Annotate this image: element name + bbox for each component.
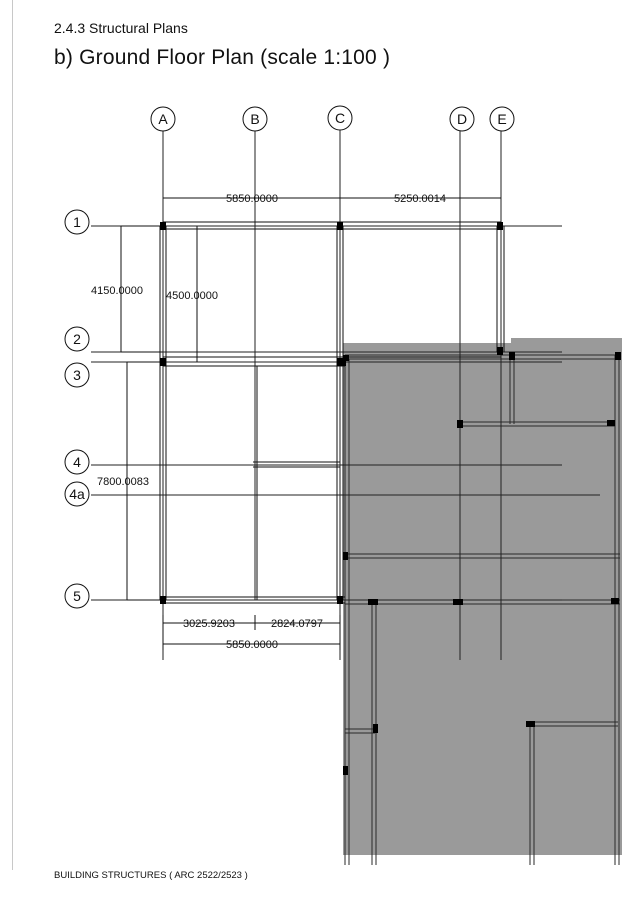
column-C3b — [343, 355, 349, 361]
column-E2 — [497, 347, 503, 355]
column-shaded-3 — [607, 420, 615, 426]
column-shaded-6 — [611, 598, 619, 604]
grid-label-D: D — [456, 111, 468, 127]
shaded-adjacent-block — [343, 338, 622, 855]
dim-inner-12: 4500.0000 — [166, 290, 218, 302]
dim-bottom-bc: 2824.0797 — [271, 618, 323, 630]
column-D4 — [457, 420, 463, 428]
column-C1 — [337, 222, 343, 230]
column-shaded-2 — [615, 352, 621, 360]
column-shaded-4 — [343, 552, 348, 560]
grid-label-A: A — [158, 111, 168, 127]
grid-label-4a: 4a — [69, 486, 85, 502]
column-shaded-8 — [526, 721, 535, 727]
column-A1 — [160, 222, 166, 230]
column-shaded-5 — [368, 599, 378, 605]
column-D5 — [453, 599, 463, 605]
grid-label-E: E — [497, 111, 507, 127]
grid-label-2: 2 — [73, 331, 81, 347]
grid-label-5: 5 — [73, 588, 81, 604]
column-A3 — [160, 358, 166, 366]
dim-left-35: 7800.0083 — [97, 476, 149, 488]
grid-label-1: 1 — [73, 214, 81, 230]
column-C5 — [337, 596, 343, 604]
column-E1 — [497, 222, 503, 230]
footer-course-label: BUILDING STRUCTURES ( ARC 2522/2523 ) — [54, 870, 248, 881]
dim-top-ac: 5850.0000 — [226, 193, 278, 205]
row-grid-labels — [69, 214, 85, 604]
dim-top-ce: 5250.0014 — [394, 193, 446, 205]
dim-bottom-ac: 5850.0000 — [226, 639, 278, 651]
page-title: b) Ground Floor Plan (scale 1:100 ) — [54, 46, 391, 69]
grid-label-3: 3 — [73, 367, 81, 383]
grid-label-4: 4 — [73, 454, 81, 470]
section-heading: 2.4.3 Structural Plans — [54, 20, 188, 36]
dim-bottom-ab: 3025.9203 — [183, 618, 235, 630]
column-shaded-1 — [509, 352, 515, 360]
dim-left-12: 4150.0000 — [91, 285, 143, 297]
row-grid-bubbles — [65, 210, 89, 608]
column-shaded-9 — [343, 766, 348, 775]
column-A5 — [160, 596, 166, 604]
column-shaded-7 — [373, 724, 378, 733]
grid-label-C: C — [334, 110, 346, 126]
grid-label-B: B — [250, 111, 260, 127]
